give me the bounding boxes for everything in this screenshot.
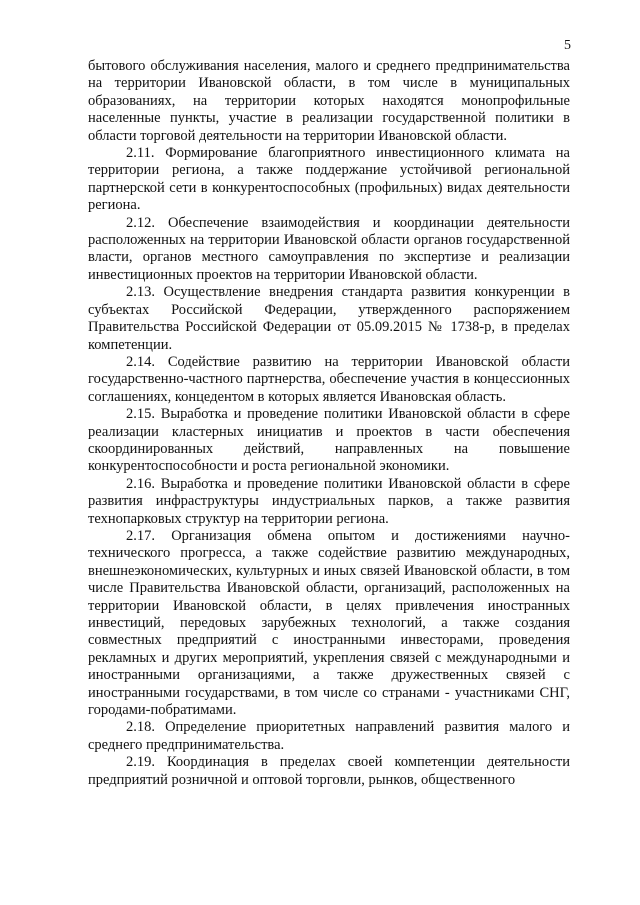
paragraph-2-14: 2.14. Содействие развитию на территории Ивановской области государственно-частного партнерства, обеспечение участия в концессионных соглашениях, концедентом в которых является Ивановская область. [88, 353, 570, 405]
paragraph-2-12: 2.12. Обеспечение взаимодействия и координации деятельности расположенных на территории Ивановской области органов государственной власти, органов местного самоуправления по экспертизе и реализации инвестиционных проектов на территории Ивановской области. [88, 214, 570, 283]
paragraph-2-15: 2.15. Выработка и проведение политики Ивановской области в сфере реализации кластерных инициатив и проектов в части обеспечения скоординированных действий, направленных на повышение конкурентоспособности и роста региональной экономики. [88, 406, 570, 475]
paragraph-2-17: 2.17. Организация обмена опытом и достижениями научно-технического прогресса, а также содействие развитию международных, внешнеэкономических, культурных и иных связей Ивановской области, в том числе Правительства Ивановской области, организаций, расположенных на территории Ивановской области, в целях привлечения иностранных инвестиций, передовых зарубежных технологий, а также создания совместных предприятий с иностранными инвесторами, проведения рекламных и других мероприятий, укрепления связей с международными и иностранными организациями, а также дружественных связей с иностранными государствами, в том числе со странами - участниками СНГ, городами-побратимами. [88, 527, 570, 719]
paragraph-2-11: 2.11. Формирование благоприятного инвестиционного климата на территории региона, а также поддержание устойчивой региональной партнерской сети в конкурентоспособных (профильных) видах деятельности региона. [88, 145, 570, 214]
paragraph-2-13: 2.13. Осуществление внедрения стандарта развития конкуренции в субъектах Российской Федерации, утвержденного распоряжением Правительства Российской Федерации от 05.09.2015 № 1738-р, в пределах компетенции. [88, 284, 570, 353]
paragraph-2-19: 2.19. Координация в пределах своей компетенции деятельности предприятий розничной и оптовой торговли, рынков, общественного [88, 754, 570, 788]
page-number: 5 [564, 38, 571, 53]
document-body [88, 58, 570, 789]
paragraph-2-18: 2.18. Определение приоритетных направлений развития малого и среднего предпринимательства. [88, 719, 570, 753]
paragraph-2-16: 2.16. Выработка и проведение политики Ивановской области в сфере развития инфраструктуры индустриальных парков, а также развития технопарковых структур на территории региона. [88, 475, 570, 527]
paragraph-continuation: бытового обслуживания населения, малого и среднего предпринимательства на территории Ивановской области, в том числе в муниципальных образованиях, на территории которых находятся монопрофильные населенные пункты, участие в реализации государственной политики в области торговой деятельности на территории Ивановской области. [88, 58, 570, 144]
